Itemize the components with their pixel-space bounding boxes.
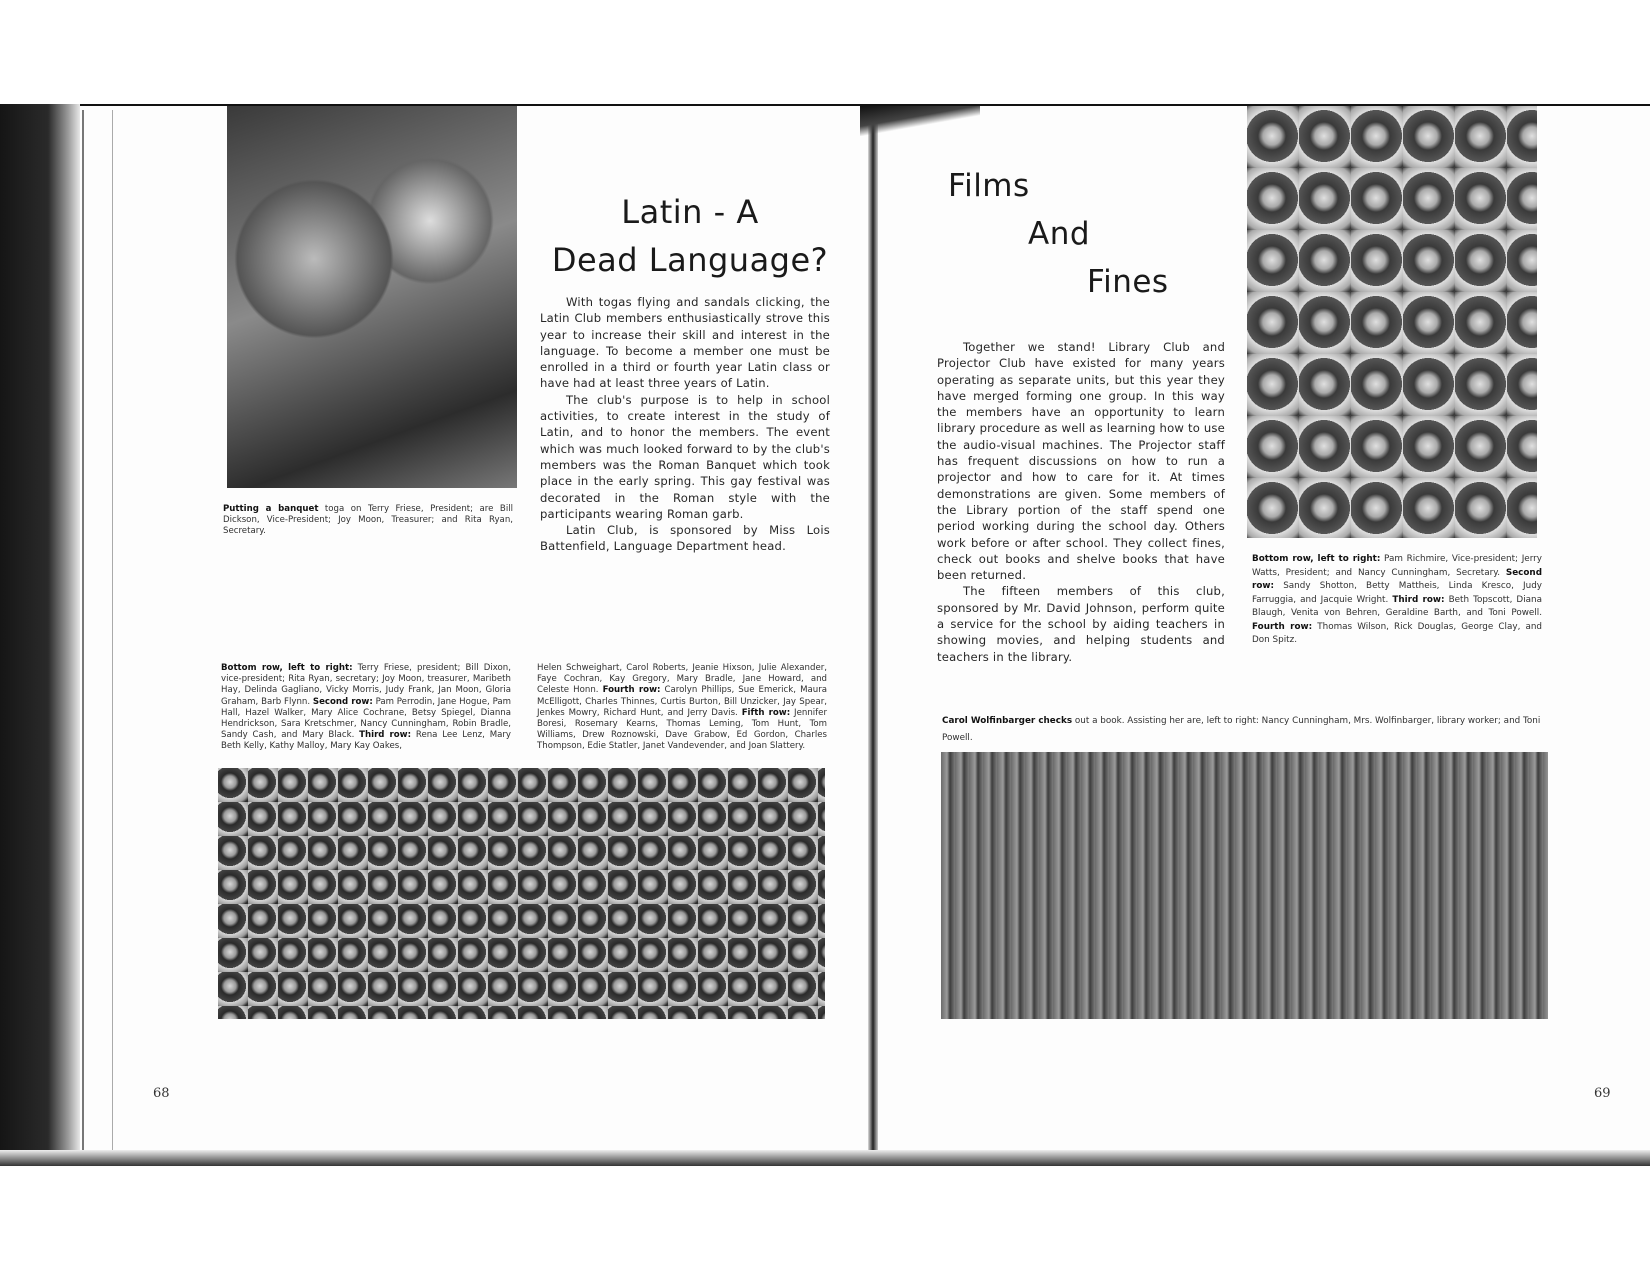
caption-text: Helen Schweighart, Carol Roberts, Jeanie Hixson, Julie Alexander, Faye Cochran, Kay Gregory, Mary Bradle, Jane Howard, and Celeste Honn. [537, 663, 827, 696]
caption-lead: Putting a banquet [223, 504, 319, 514]
caption-lead: Third row: [1392, 594, 1445, 605]
article-paragraph: Together we stand! Library Club and Projector Club have existed for many years operating as separate units, but this year they have merged forming one group. In this way the members have an opportunity to learn library procedure as well as learning how to use the audio-visual machines. The Projector staff has frequent discussions on how to run a projector and how to care for it. At times demonstrations are given. Some members of the Library portion of the staff spend one period working during the school day. Others work before or after school. They collect fines, check out books and shelve books that have been returned. [937, 340, 1225, 583]
caption-text: toga on Terry Friese, President; are Bill Dickson, Vice-President; Joy Moon, Treasurer; and Rita Ryan, Secretary. [223, 504, 513, 537]
caption-lead: Third row: [359, 730, 412, 741]
caption-text: Thomas Wilson, Rick Douglas, George Clay, and Don Spitz. [1252, 621, 1542, 645]
latin-group-caption-col2 [537, 663, 827, 753]
latin-article-body [540, 294, 830, 555]
caption-text: Pam Perrodin, Jane Hogue, Pam Hall, Hazel Walker, Mary Alice Cochrane, Betsy Spiegel, Dianna Hendrickson, Sara Kretschmer, Nancy Cunningham, Robin Bradle, Sandy Cash, and Mary Black. [221, 696, 511, 741]
caption-lead: Carol Wolfinbarger checks [942, 716, 1073, 726]
title-line-3: Fines [1087, 264, 1169, 300]
caption-text: out a book. Assisting her are, left to right: Nancy Cunningham, Mrs. Wolfinbarger, library worker; and Toni Powell. [942, 716, 1541, 743]
caption-lead: Bottom row, left to right: [221, 663, 353, 673]
caption-text: Beth Topscott, Diana Blaugh, Venita von Behren, Geraldine Barth, and Toni Powell. [1252, 594, 1543, 618]
caption-text: Carolyn Phillips, Sue Emerick, Maura McElligott, Charles Thinnes, Curtis Burton, Bill Unzicker, Jay Spear, Jenkes Mowry, Richard Hunt, and Jerry Davis. [537, 685, 827, 718]
latin-club-group-photo [218, 768, 825, 1019]
title-line-2: And [1028, 216, 1091, 252]
title-line-1: Latin - A [621, 193, 759, 231]
caption-lead: Fourth row: [602, 685, 661, 696]
caption-text: Pam Richmire, Vice-president; Jerry Watts, President; and Nancy Cunningham, Secretary. [1252, 554, 1542, 578]
library-photo-caption [942, 713, 1547, 747]
caption-text: Jennifer Boresi, Rosemary Kearns, Thomas Leming, Tom Hunt, Tom Williams, Drew Roznowski, Dave Grabow, Ed Gordon, Charles Thompson, Edie Statler, Janet Vandevender, and Joan Slattery. [537, 707, 828, 752]
bottom-edge-shadow [0, 1150, 1650, 1166]
banquet-photo-caption [223, 504, 513, 538]
library-club-group-photo [1247, 106, 1537, 538]
latin-group-caption-col1 [221, 663, 511, 753]
page-number-left: 68 [153, 1086, 170, 1101]
title-line-2: Dead Language? [551, 241, 829, 279]
article-paragraph: With togas flying and sandals clicking, the Latin Club members enthusiastically strove this year to increase their skill and interest in the language. To become a member one must be enrolled in a third or fourth year Latin class or have had at least three years of Latin. [540, 295, 830, 391]
library-group-caption [1252, 553, 1542, 648]
center-gutter [868, 106, 878, 1156]
caption-lead: Bottom row, left to right: [1252, 554, 1381, 564]
gutter-fold-shadow [860, 106, 980, 136]
page-number-right: 69 [1594, 1086, 1611, 1101]
book-spine-edge [0, 104, 80, 1166]
films-article-body [937, 339, 1225, 665]
caption-lead: Fourth row: [1252, 621, 1313, 632]
caption-text: Rena Lee Lenz, Mary Beth Kelly, Kathy Malloy, Mary Kay Oakes, [221, 730, 511, 752]
library-checkout-photo [941, 752, 1548, 1019]
page-title-latin [540, 188, 840, 284]
title-line-1: Films [948, 168, 1030, 204]
caption-lead: Fifth row: [741, 707, 791, 718]
article-paragraph: The fifteen members of this club, sponsored by Mr. David Johnson, perform quite a service for the school by aiding teachers in showing movies, and helping students and teachers in the library. [937, 584, 1225, 664]
caption-lead: Second row: [1252, 567, 1542, 591]
page-stack-edge [82, 110, 113, 1160]
article-paragraph: The club's purpose is to help in school activities, to create interest in the study of Latin, and to honor the members. The event which was much looked forward to by the club's members was the Roman Banquet which took place in the early spring. This gay festival was decorated in the Roman style with the participants wearing Roman garb. [540, 392, 830, 521]
banquet-toga-photo [227, 106, 517, 488]
caption-text: Sandy Shotton, Betty Mattheis, Linda Kresco, Judy Farruggia, and Jacquie Wright. [1252, 581, 1542, 605]
caption-text: Terry Friese, president; Bill Dixon, vice-president; Rita Ryan, secretary; Joy Moon, treasurer, Maribeth Hay, Delinda Gagliano, Vicky Morris, Judy Frank, Jan Moon, Gloria Graham, Barb Flynn. [221, 663, 511, 707]
article-paragraph: Latin Club, is sponsored by Miss Lois Battenfield, Language Department head. [540, 523, 830, 554]
caption-lead: Second row: [312, 696, 373, 707]
page-title-films [948, 168, 1248, 308]
